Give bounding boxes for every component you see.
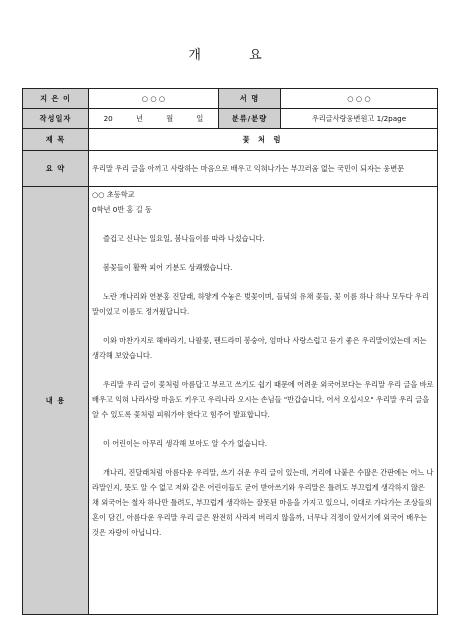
date-year-unit: 년 bbox=[136, 113, 143, 123]
paragraph: 이와 마찬가지로 해바라기, 나팔꽃, 팬드라미 봉숭아, 엄마나 사랑스럽고 듣기 좋은 우리말이었는데 저는 생각해 보았습니다. bbox=[92, 336, 427, 360]
category-label: 분류/분량 bbox=[219, 109, 281, 129]
paragraph: 봄꽃들이 활짝 피어 기분도 상쾌했습니다. bbox=[103, 263, 233, 272]
date-row bbox=[23, 109, 438, 129]
author-label: 지 은 이 bbox=[23, 89, 89, 109]
date-year: 20 bbox=[103, 113, 113, 123]
author-row bbox=[23, 89, 438, 109]
subject-value: 꽃 처 럼 bbox=[89, 129, 438, 151]
date-value bbox=[89, 109, 219, 129]
paragraph: 개나리, 진달래처럼 아름다운 우리말, 쓰기 쉬운 우리 글이 있는데, 거리에 나붙은 수많은 간판에는 어느 나라말인지, 뜻도 알 수 없고 저와 같은 어린이들도 굳어 받아쓰기와 우리말은 틀려도 부끄럽게 생각하지 않은 채 외국어는 철자 하나만 틀려도, 부끄럽게 생각하는 잘못된 마음을 가지고 있으니, 이대로 가다가는 조상들의 혼이 담긴, 아름다운 우리말 우리 글은 완전히 사라져 버리지 않을까, 너무나 걱정이 앞서기에 외국어 배우는 것은 자랑이 아닙니다. bbox=[92, 468, 434, 537]
content-label: 내 용 bbox=[23, 187, 89, 615]
summary-label: 요 약 bbox=[23, 151, 89, 187]
paragraph: 우리말 우리 글이 꽃처럼 아름답고 부르고 쓰기도 쉽기 때문에 어려운 외국어보다는 우리말 우리 글을 바로 배우고 익혀 나라사랑 마음도 키우고 우리나라 오시는 손님들 "반갑습니다, 어서 오십시오" 우리말 우리 글을 알 수 있도록 꽃처럼 피워가야 한다고 힘주어 발표합니다. bbox=[92, 380, 434, 419]
date-label: 작성일자 bbox=[23, 109, 89, 129]
content-body bbox=[89, 187, 438, 615]
paragraph: 즐겁고 신나는 일요일, 봄나들이를 따라 나섰습니다. bbox=[103, 234, 265, 243]
signature-label: 서 명 bbox=[219, 89, 281, 109]
student-name: 0학년 0반 홍 길 동 bbox=[92, 205, 152, 214]
school-name: ○○ 초등학교 bbox=[92, 190, 135, 199]
category-value: 우리글사랑웅변원고 1/2page bbox=[281, 109, 438, 129]
subject-label: 제 목 bbox=[23, 129, 89, 151]
content-row bbox=[23, 187, 438, 615]
page-title: 개 요 bbox=[188, 48, 284, 63]
date-day-unit: 일 bbox=[196, 113, 204, 123]
date-month-unit: 월 bbox=[166, 113, 174, 123]
summary-value: 우리말 우리 글을 아끼고 사랑하는 마음으로 배우고 익혀나가는 부끄러움 없는 국민이 되자는 웅변문 bbox=[89, 151, 438, 187]
signature-value: ○ ○ ○ bbox=[281, 89, 438, 109]
paragraph: 노란 개나리와 연분홍 진달래, 하얗게 수놓은 벚꽃이며, 들녘의 유채 꽃들, 꽃 이름 하나 하나 모두다 우리말이었고 이름도 정겨웠답니다. bbox=[92, 292, 429, 316]
subject-row bbox=[23, 129, 438, 151]
summary-row bbox=[23, 151, 438, 187]
paragraph: 이 어린이는 아무리 생각해 보아도 알 수가 없습니다. bbox=[103, 439, 268, 448]
author-value: ○ ○ ○ bbox=[89, 89, 219, 109]
outline-form bbox=[22, 88, 438, 615]
